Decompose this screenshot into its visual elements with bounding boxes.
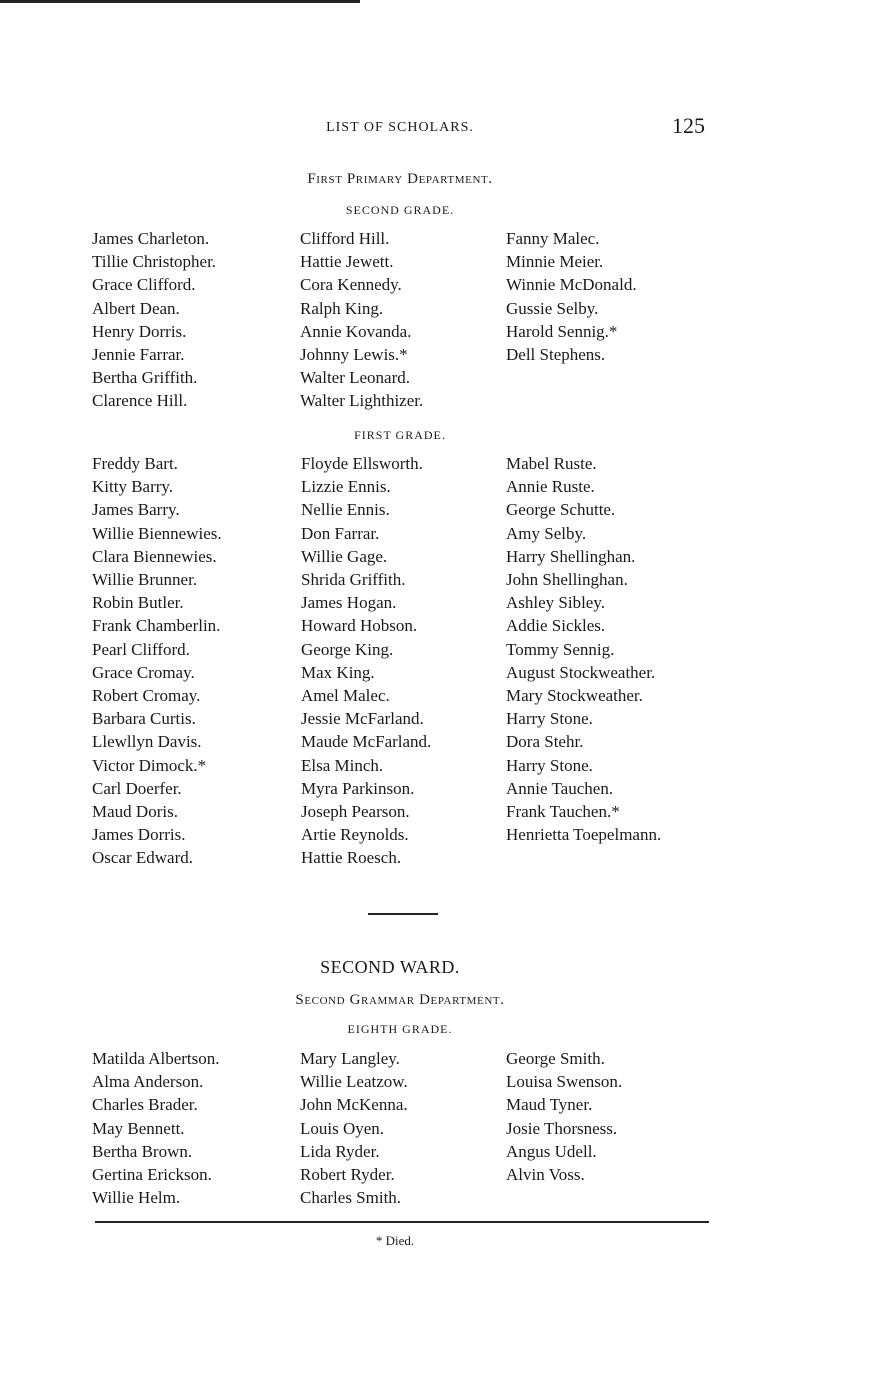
scholar-name: Frank Chamberlin.	[92, 616, 221, 636]
scholar-name: Louis Oyen.	[300, 1118, 385, 1138]
scholar-name: Bertha Brown.	[92, 1141, 193, 1161]
scholar-name: Gertina Erickson.	[92, 1165, 212, 1185]
scholar-name: Albert Dean.	[92, 298, 180, 318]
scholar-name: Maude McFarland.	[301, 732, 432, 752]
footnote: * Died.	[375, 1233, 415, 1248]
scholar-name: Walter Lighthizer.	[300, 391, 424, 411]
name-column	[92, 1047, 219, 1209]
scholar-name: Grace Cromay.	[92, 662, 195, 682]
scholar-name: Amel Malec.	[301, 686, 390, 706]
scholar-name: Lizzie Ennis.	[301, 477, 391, 497]
scholar-name: Willie Brunner.	[92, 570, 198, 590]
scholar-name: Willie Helm.	[92, 1188, 181, 1208]
scholar-name: Gussie Selby.	[506, 298, 599, 318]
scholar-name: Walter Leonard.	[300, 368, 411, 388]
scholar-name: Don Farrar.	[301, 523, 380, 543]
scholar-name: Mary Langley.	[300, 1049, 400, 1068]
scholar-name: Maud Doris.	[92, 802, 178, 822]
name-column	[92, 452, 222, 870]
scholar-name: Harry Shellinghan.	[506, 546, 636, 566]
name-column	[506, 452, 661, 846]
scholar-name: Artie Reynolds.	[301, 825, 409, 845]
scholar-name: James Hogan.	[301, 593, 397, 613]
scholar-name: Willie Biennewies.	[92, 523, 222, 543]
section-divider	[368, 913, 438, 915]
scholar-name: Josie Thorsness.	[506, 1118, 618, 1138]
scholar-name: Robert Ryder.	[300, 1165, 395, 1185]
scholar-name: Shrida Griffith.	[301, 570, 406, 590]
grade-heading-first: FIRST GRADE.	[354, 428, 446, 442]
scholar-name: Henrietta Toepelmann.	[506, 825, 662, 845]
ward-heading: SECOND WARD.	[320, 957, 460, 977]
scholar-name: Maud Tyner.	[506, 1095, 593, 1115]
scholar-name: Amy Selby.	[506, 523, 587, 543]
scholar-name: Lida Ryder.	[300, 1141, 380, 1161]
scholar-name: Howard Hobson.	[301, 616, 418, 636]
scholar-name: Minnie Meier.	[506, 252, 604, 272]
scholar-name: Victor Dimock.*	[92, 755, 207, 775]
name-column	[300, 227, 423, 413]
scholar-name: James Barry.	[92, 500, 180, 520]
scholar-name: Bertha Griffith.	[92, 368, 198, 388]
scholar-name: James Dorris.	[92, 825, 186, 845]
scholar-name: Hattie Jewett.	[300, 252, 394, 272]
scholar-name: Harry Stone.	[506, 755, 593, 775]
scholar-name: Elsa Minch.	[301, 755, 384, 775]
scholar-name: Robin Butler.	[92, 593, 184, 613]
scholar-name: May Bennett.	[92, 1118, 185, 1138]
scholar-name: Angus Udell.	[506, 1141, 597, 1161]
scholar-name: Frank Tauchen.*	[506, 802, 620, 822]
scholar-name: Fanny Malec.	[506, 229, 600, 248]
scholar-name: Louisa Swenson.	[506, 1072, 623, 1092]
department-heading-first-primary: First Primary Department.	[307, 171, 493, 187]
department-heading-second-grammar: Second Grammar Department.	[295, 992, 505, 1008]
scholar-name: Mabel Ruste.	[506, 454, 597, 473]
scholar-name: Henry Dorris.	[92, 321, 187, 341]
scholar-name: Jennie Farrar.	[92, 345, 185, 365]
scholar-name: Charles Smith.	[300, 1188, 402, 1208]
name-column	[506, 1047, 622, 1186]
scholar-name: Barbara Curtis.	[92, 709, 196, 729]
scholar-name: Joseph Pearson.	[301, 802, 410, 822]
scholar-name: James Charleton.	[92, 229, 210, 248]
scholar-name: John Shellinghan.	[506, 570, 628, 590]
scholar-name: Carl Doerfer.	[92, 778, 182, 798]
scholar-name: George King.	[301, 639, 394, 659]
scholar-name: Ashley Sibley.	[506, 593, 606, 613]
scholar-name: Cora Kennedy.	[300, 275, 402, 295]
scholar-name: Llewllyn Davis.	[92, 732, 202, 752]
scholar-name: Jessie McFarland.	[301, 709, 424, 729]
scholar-name: Kitty Barry.	[92, 477, 174, 497]
scholar-name: Clifford Hill.	[300, 229, 390, 248]
scholar-name: Freddy Bart.	[92, 454, 178, 473]
scholar-name: Max King.	[301, 662, 375, 682]
scholar-name: Dora Stehr.	[506, 732, 584, 752]
grade-heading-second: SECOND GRADE.	[345, 203, 455, 217]
top-edge-rule	[0, 0, 360, 3]
scholar-name: Tommy Sennig.	[506, 639, 615, 659]
scholar-name: Clarence Hill.	[92, 391, 188, 411]
running-head: LIST OF SCHOLARS.	[326, 120, 474, 135]
scholar-name: George Schutte.	[506, 500, 616, 520]
scholar-name: Winnie McDonald.	[506, 275, 637, 295]
scholar-name: Tillie Christopher.	[92, 252, 217, 272]
scholar-name: Alvin Voss.	[506, 1165, 585, 1185]
scholar-name: Charles Brader.	[92, 1095, 198, 1115]
footnote-rule	[95, 1221, 709, 1223]
scholar-name: George Smith.	[506, 1049, 605, 1068]
scholar-name: Willie Gage.	[301, 546, 388, 566]
scholar-name: Dell Stephens.	[506, 345, 606, 365]
scholar-name: Nellie Ennis.	[301, 500, 390, 520]
scholar-name: Hattie Roesch.	[301, 848, 402, 868]
scholar-name: Floyde Ellsworth.	[301, 454, 423, 473]
scholar-name: John McKenna.	[300, 1095, 408, 1115]
scholar-name: Ralph King.	[300, 298, 384, 318]
scholar-name: Willie Leatzow.	[300, 1072, 408, 1092]
name-column	[300, 1047, 408, 1209]
scholar-name: Pearl Clifford.	[92, 639, 190, 659]
scholar-name: Addie Sickles.	[506, 616, 606, 636]
scholar-name: Oscar Edward.	[92, 848, 194, 868]
name-column	[92, 227, 216, 413]
scholar-name: Annie Kovanda.	[300, 321, 412, 341]
scholar-name: Harold Sennig.*	[506, 321, 618, 341]
name-column	[506, 227, 637, 366]
page-number: 125	[672, 113, 705, 138]
scholar-name: Grace Clifford.	[92, 275, 196, 295]
scholar-name: Robert Cromay.	[92, 686, 201, 706]
scholar-name: August Stockweather.	[506, 662, 656, 682]
scholar-name: Johnny Lewis.*	[300, 345, 408, 365]
name-column	[301, 452, 431, 870]
scholar-name: Clara Biennewies.	[92, 546, 217, 566]
scholar-name: Mary Stockweather.	[506, 686, 643, 706]
scholar-name: Myra Parkinson.	[301, 778, 415, 798]
scholar-name: Harry Stone.	[506, 709, 593, 729]
scholar-name: Annie Ruste.	[506, 477, 595, 497]
scholar-name: Matilda Albertson.	[92, 1049, 220, 1068]
scholar-name: Alma Anderson.	[92, 1072, 204, 1092]
grade-heading-eighth: EIGHTH GRADE.	[347, 1022, 453, 1036]
scholar-name: Annie Tauchen.	[506, 778, 614, 798]
